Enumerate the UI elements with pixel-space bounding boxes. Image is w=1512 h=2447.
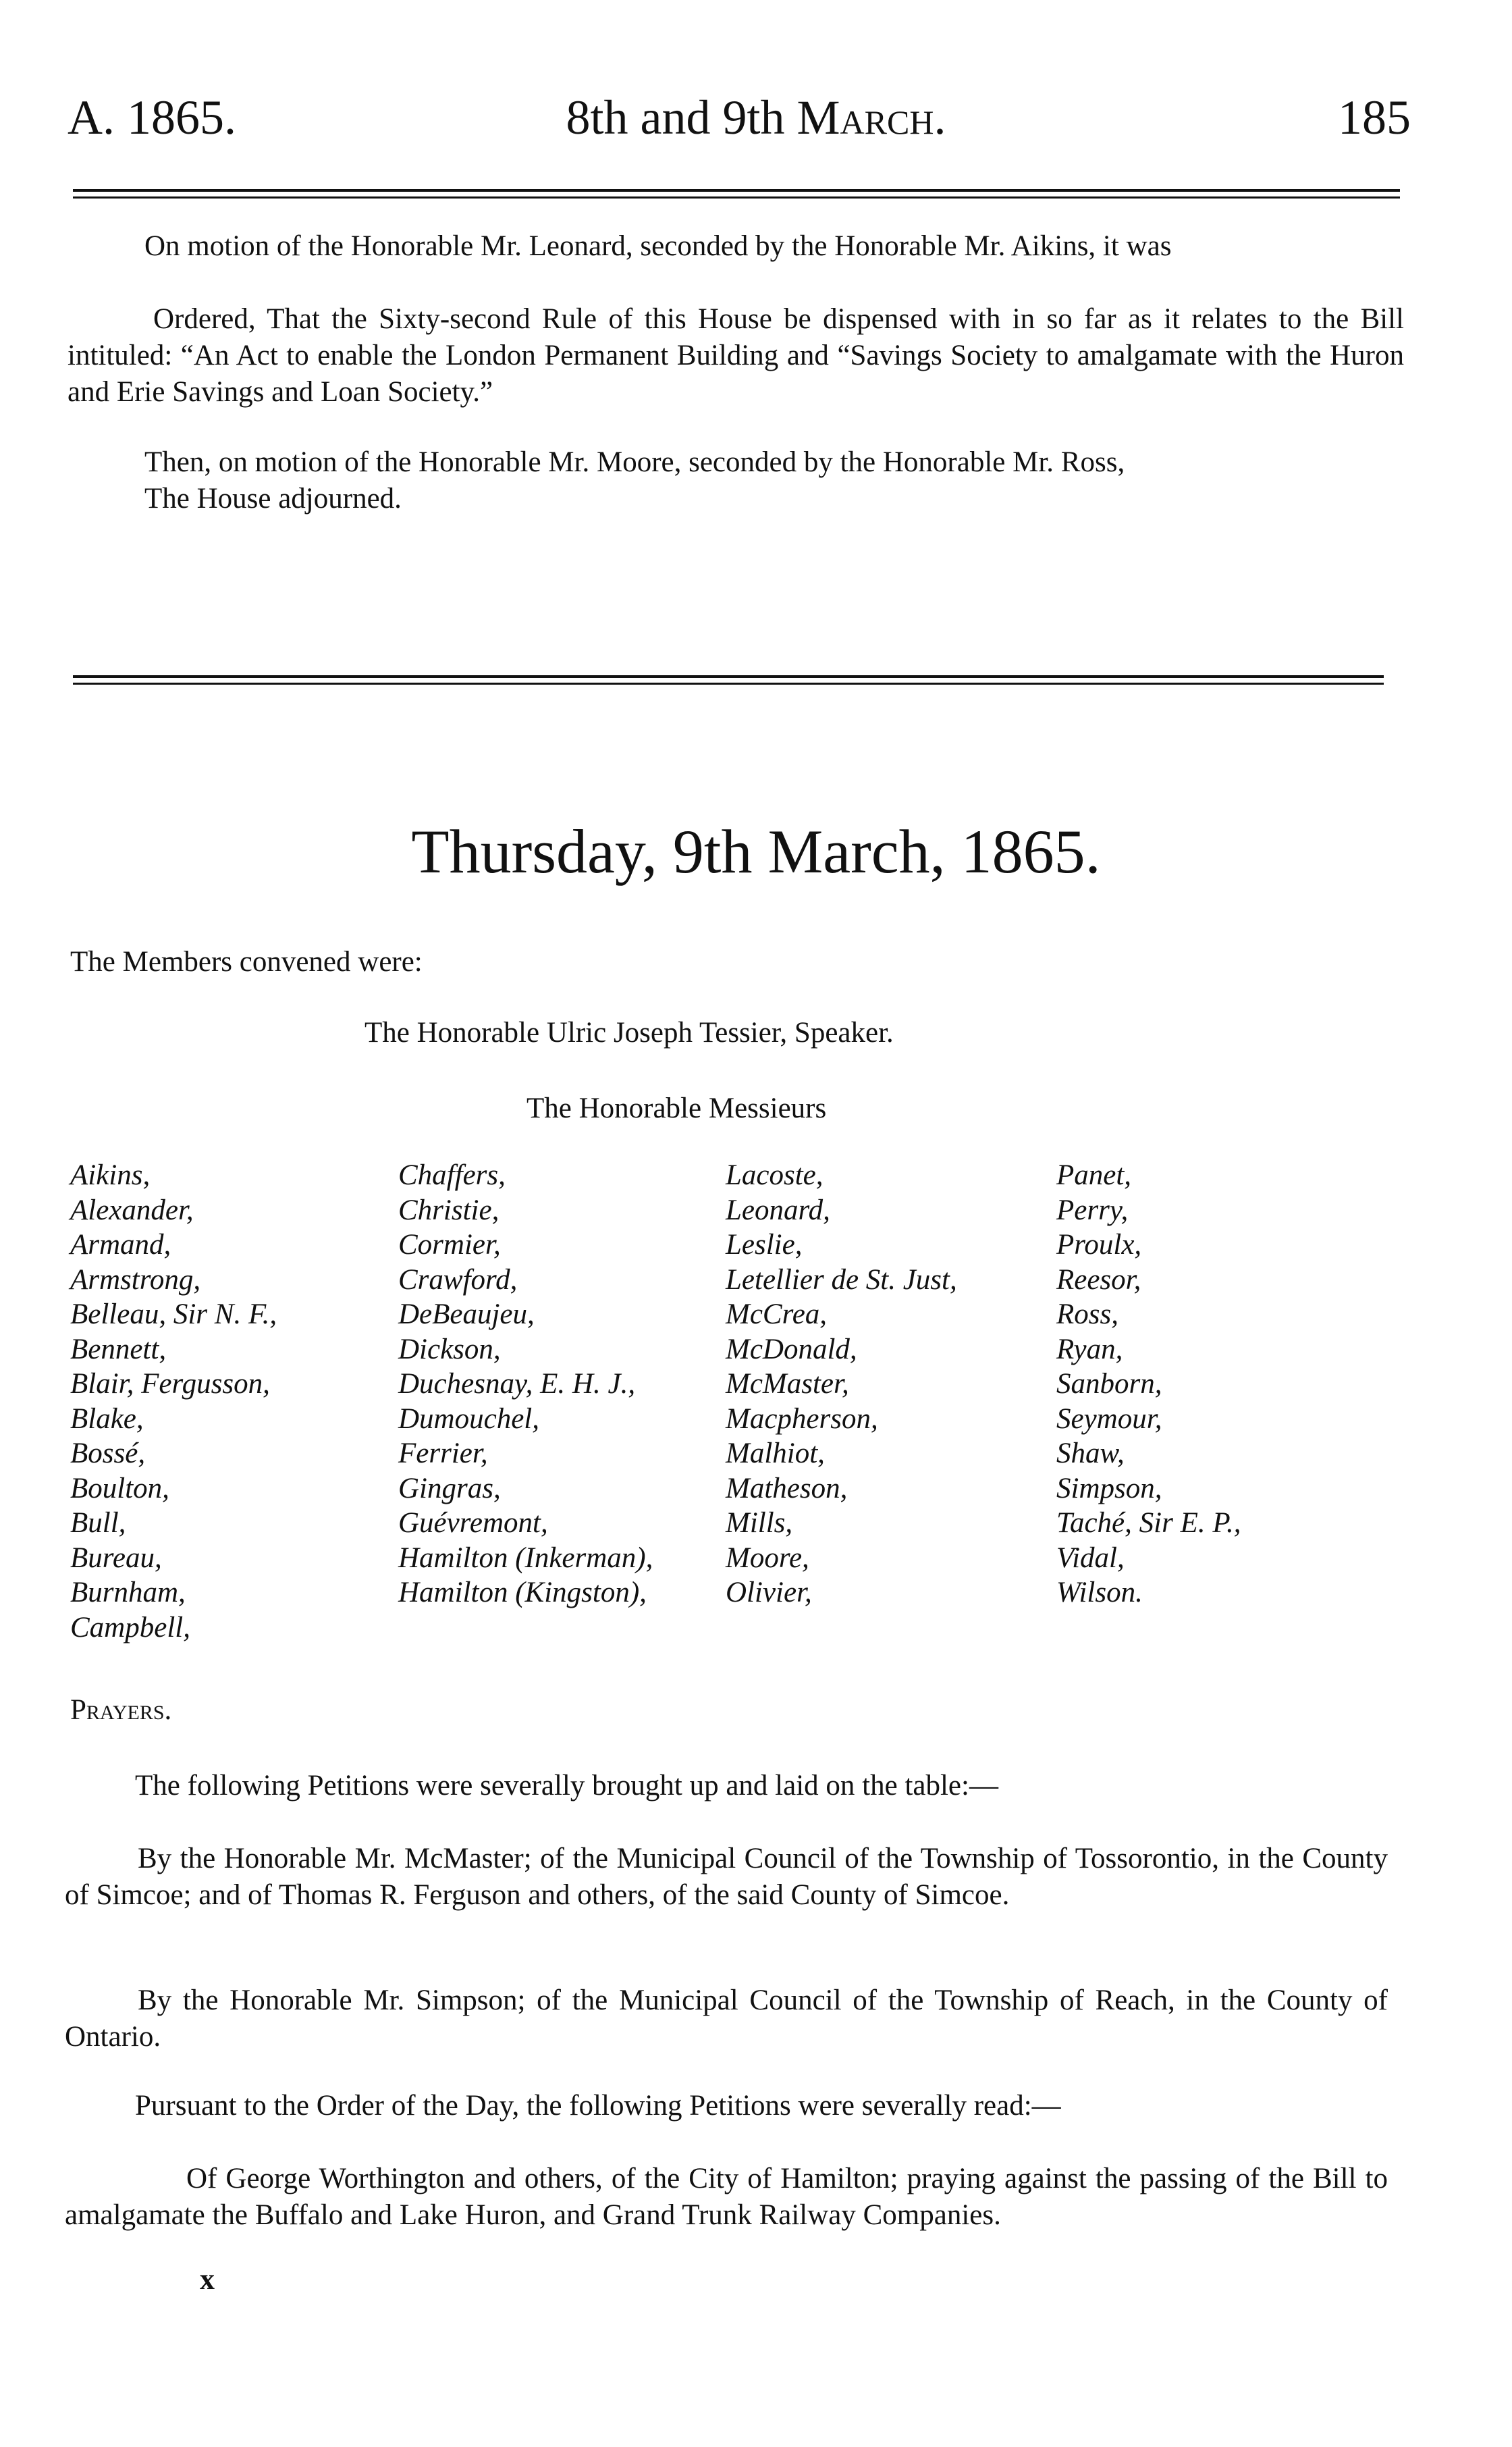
member-name: Blair, Fergusson, [70, 1368, 270, 1400]
member-name: Hamilton (Kingston), [398, 1577, 647, 1608]
prayers-heading: Prayers. [70, 1694, 172, 1726]
member-name: Mills, [726, 1507, 793, 1539]
members-intro: The Members convened were: [70, 946, 423, 978]
member-name: Bull, [70, 1507, 126, 1539]
member-name: Cormier, [398, 1229, 501, 1261]
member-name: Ryan, [1056, 1333, 1123, 1365]
member-name: Reesor, [1056, 1263, 1141, 1296]
member-name: Perry, [1056, 1194, 1129, 1226]
member-name: Burnham, [70, 1577, 186, 1608]
speaker-text: The Honorable Ulric Joseph Tessier, Speaker. [364, 1017, 894, 1049]
member-name: Ross, [1056, 1298, 1118, 1330]
header-rule-bottom [73, 196, 1400, 199]
section-rule-bottom [73, 683, 1384, 685]
member-name: McDonald, [726, 1333, 857, 1365]
member-name: Leslie, [726, 1229, 803, 1261]
member-name: Chaffers, [398, 1159, 506, 1191]
member-name: McMaster, [726, 1368, 849, 1400]
signature-mark: x [200, 2263, 215, 2296]
member-name: Dumouchel, [398, 1402, 539, 1435]
order-of-day: Pursuant to the Order of the Day, the following Petitions were severally read:— [135, 2090, 1061, 2122]
member-name: Hamilton (Inkerman), [398, 1542, 653, 1574]
member-name: Duchesnay, E. H. J., [398, 1368, 636, 1400]
header-dates-prefix: 8th and 9th [566, 90, 797, 144]
members-column-3 [726, 1158, 957, 1610]
member-name: Blake, [70, 1402, 144, 1435]
petition-mcmaster: By the Honorable Mr. McMaster; of the Municipal Council of the Township of Tossorontio, in the County of Simcoe; and of Thomas R. Ferguson and others, of the said County of Simcoe. [65, 1843, 1388, 1911]
page-number: 185 [1338, 90, 1411, 144]
members-column-2 [398, 1158, 653, 1610]
member-name: Campbell, [70, 1611, 190, 1643]
members-column-4 [1056, 1158, 1241, 1610]
member-name: Aikins, [70, 1159, 151, 1191]
member-name: Armstrong, [70, 1263, 201, 1296]
member-name: Gingras, [398, 1472, 501, 1504]
member-name: Lacoste, [726, 1159, 824, 1191]
member-name: Dickson, [398, 1333, 501, 1365]
section-rule-top [73, 675, 1384, 678]
member-name: Malhiot, [726, 1438, 825, 1469]
header-year: A. 1865. [68, 90, 236, 144]
member-name: Moore, [726, 1542, 809, 1574]
member-name: Olivier, [726, 1577, 812, 1608]
member-name: Ferrier, [398, 1438, 488, 1469]
member-name: Guévremont, [398, 1507, 548, 1539]
member-name: Shaw, [1056, 1438, 1125, 1469]
petition-worthington: Of George Worthington and others, of the City of Hamilton; praying against the passing of the Bill to amalgamate the Buffalo and Lake Huron, and Grand Trunk Railway Companies. [65, 2163, 1388, 2231]
messieurs-heading: The Honorable Messieurs [526, 1093, 827, 1124]
members-column-1 [70, 1158, 277, 1645]
member-name: Armand, [70, 1229, 171, 1261]
header-month: March. [796, 90, 946, 144]
member-name: Bossé, [70, 1438, 146, 1469]
member-name: Bureau, [70, 1542, 162, 1574]
petition-simpson: By the Honorable Mr. Simpson; of the Municipal Council of the Township of Reach, in the County of Ontario. [65, 1984, 1388, 2053]
day-title: Thursday, 9th March, 1865. [411, 817, 1101, 886]
member-name: Simpson, [1056, 1472, 1162, 1504]
member-name: Matheson, [726, 1472, 848, 1504]
member-name: DeBeaujeu, [398, 1298, 535, 1330]
member-name: Boulton, [70, 1472, 169, 1504]
header-rule-top [73, 189, 1400, 192]
member-name: Vidal, [1056, 1542, 1125, 1574]
member-name: Macpherson, [726, 1402, 878, 1435]
header-dates [526, 90, 986, 144]
member-name: Taché, Sir E. P., [1056, 1507, 1241, 1539]
member-name: Proulx, [1056, 1229, 1142, 1261]
petitions-intro: The following Petitions were severally brought up and laid on the table:— [135, 1770, 998, 1801]
member-name: Christie, [398, 1194, 500, 1226]
motion-paragraph: On motion of the Honorable Mr. Leonard, seconded by the Honorable Mr. Aikins, it was [144, 230, 1172, 262]
member-name: Alexander, [70, 1194, 194, 1226]
member-name: Letellier de St. Just, [726, 1263, 957, 1296]
speaker-line [364, 1015, 894, 1051]
ordered-paragraph: Ordered, That the Sixty-second Rule of this House be dispensed with in so far as it relates to the Bill intituled: “An Act to enable the London Permanent Building and “Savings Society to amalgamate with the Huron and Erie Savings and Loan Society.” [68, 303, 1404, 408]
member-name: Crawford, [398, 1263, 518, 1296]
adjourn-paragraph: Then, on motion of the Honorable Mr. Moore, seconded by the Honorable Mr. Ross, The House adjourned. [144, 446, 1125, 515]
member-name: Bennett, [70, 1333, 167, 1365]
member-name: Leonard, [726, 1194, 830, 1226]
member-name: Seymour, [1056, 1402, 1162, 1435]
member-name: Wilson. [1056, 1577, 1143, 1608]
member-name: Sanborn, [1056, 1368, 1162, 1400]
member-name: McCrea, [726, 1298, 828, 1330]
member-name: Panet, [1056, 1159, 1132, 1191]
member-name: Belleau, Sir N. F., [70, 1298, 277, 1330]
